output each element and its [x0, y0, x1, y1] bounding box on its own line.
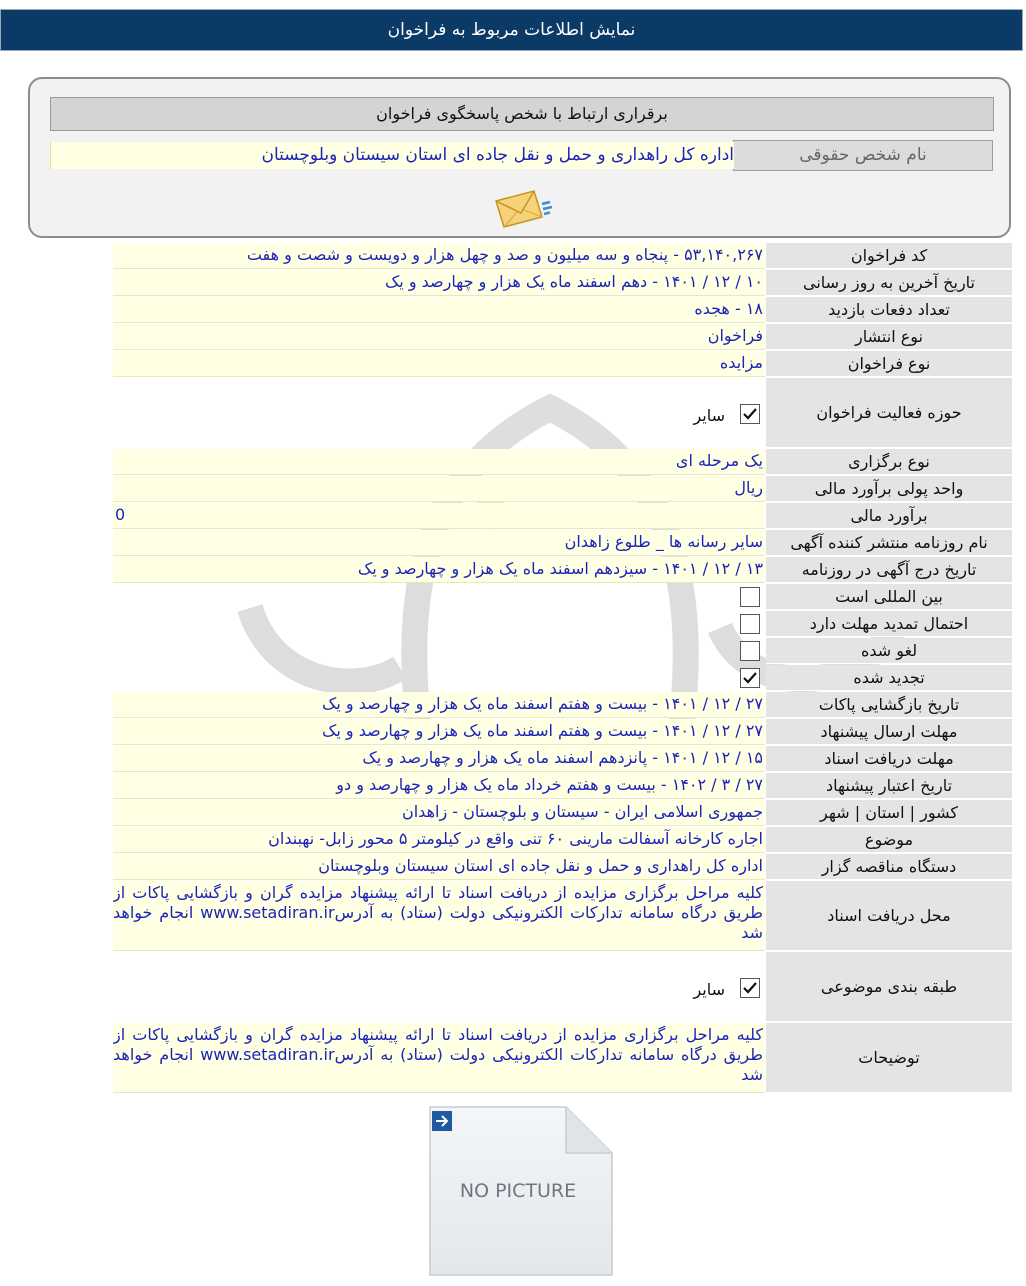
international-checkbox[interactable]: [740, 587, 760, 607]
value-doc-place: کلیه مراحل برگزاری مزایده از دریافت اسناد تا ارائه پیشنهاد مزایده گران و بازگشایی پاکات از طریق درگاه سامانه تدارکات الکترونیکی دولت (ستاد) به آدرسwww.setadiran.ir انجام خواهد شد: [113, 881, 765, 951]
label-submit-deadline: مهلت ارسال پیشنهاد: [766, 719, 1012, 745]
renewed-checkbox[interactable]: [740, 668, 760, 688]
row-last-update: [113, 270, 1012, 296]
row-description: [113, 1023, 1012, 1093]
value-location: جمهوری اسلامی ایران - سیستان و بلوچستان - زاهدان: [113, 800, 765, 826]
row-extension: [113, 611, 1012, 637]
row-estimate: [113, 503, 1012, 529]
cancelled-checkbox[interactable]: [740, 641, 760, 661]
value-newspaper: سایر رسانه ها _ طلوع زاهدان: [113, 530, 765, 556]
label-last-update: تاریخ آخرین به روز رسانی: [766, 270, 1012, 296]
legal-entity-value: اداره کل راهداری و حمل و نقل جاده ای استان سیستان وبلوچستان: [50, 142, 734, 169]
legal-entity-label: نام شخص حقوقی: [733, 140, 993, 171]
row-international: [113, 584, 1012, 610]
activity-option-label: سایر: [693, 406, 725, 425]
row-location: [113, 800, 1012, 826]
value-subject: اجاره کارخانه آسفالت مارینی ۶۰ تنی واقع در کیلومتر ۵ محور زابل- نهبندان: [113, 827, 765, 853]
label-description: توضیحات: [766, 1023, 1012, 1093]
no-picture-image: [426, 1105, 616, 1277]
label-currency: واحد پولی برآورد مالی: [766, 476, 1012, 502]
no-picture-text: NO PICTURE: [459, 1180, 577, 1202]
value-publish-type: فراخوان: [113, 324, 765, 350]
row-call-code: [113, 243, 1012, 269]
activity-checkbox[interactable]: [740, 404, 760, 424]
extension-checkbox[interactable]: [740, 614, 760, 634]
contact-title: برقراری ارتباط با شخص پاسخگوی فراخوان: [50, 97, 994, 131]
value-estimate: 0: [113, 503, 765, 529]
row-category: [113, 952, 1012, 1022]
row-visits: [113, 297, 1012, 323]
page-title: نمایش اطلاعات مربوط به فراخوان: [0, 9, 1023, 51]
label-publish-type: نوع انتشار: [766, 324, 1012, 350]
row-renewed: [113, 665, 1012, 691]
label-activity-area: حوزه فعالیت فراخوان: [766, 378, 1012, 448]
value-doc-deadline: ۱۵ / ۱۲ / ۱۴۰۱ - پانزدهم اسفند ماه یک هزار و چهارصد و یک: [113, 746, 765, 772]
row-cancelled: [113, 638, 1012, 664]
value-call-code: ۵۳,۱۴۰,۲۶۷ - پنجاه و سه میلیون و صد و چهل هزار و دویست و شصت و هفت: [113, 243, 765, 269]
value-call-type: مزایده: [113, 351, 765, 377]
value-ad-date: ۱۳ / ۱۲ / ۱۴۰۱ - سیزدهم اسفند ماه یک هزار و چهارصد و یک: [113, 557, 765, 583]
value-opening-date: ۲۷ / ۱۲ / ۱۴۰۱ - بیست و هفتم اسفند ماه یک هزار و چهارصد و یک: [113, 692, 765, 718]
label-renewed: تجدید شده: [766, 665, 1012, 691]
value-submit-deadline: ۲۷ / ۱۲ / ۱۴۰۱ - بیست و هفتم اسفند ماه یک هزار و چهارصد و یک: [113, 719, 765, 745]
row-call-type: [113, 351, 1012, 377]
label-opening-date: تاریخ بازگشایی پاکات: [766, 692, 1012, 718]
label-call-type: نوع فراخوان: [766, 351, 1012, 377]
row-newspaper: [113, 530, 1012, 556]
row-doc-deadline: [113, 746, 1012, 772]
label-holding-type: نوع برگزاری: [766, 449, 1012, 475]
label-call-code: کد فراخوان: [766, 243, 1012, 269]
row-subject: [113, 827, 1012, 853]
label-subject: موضوع: [766, 827, 1012, 853]
row-submit-deadline: [113, 719, 1012, 745]
row-ad-date: [113, 557, 1012, 583]
row-activity-area: [113, 378, 1012, 448]
category-option-label: سایر: [693, 980, 725, 999]
value-organizer: اداره کل راهداری و حمل و نقل جاده ای استان سیستان وبلوچستان: [113, 854, 765, 880]
value-visits: ۱۸ - هجده: [113, 297, 765, 323]
label-visits: تعداد دفعات بازدید: [766, 297, 1012, 323]
label-organizer: دستگاه مناقصه گزار: [766, 854, 1012, 880]
label-estimate: برآورد مالی: [766, 503, 1012, 529]
label-international: بین المللی است: [766, 584, 1012, 610]
label-extension: احتمال تمدید مهلت دارد: [766, 611, 1012, 637]
category-checkbox[interactable]: [740, 978, 760, 998]
value-validity: ۲۷ / ۳ / ۱۴۰۲ - بیست و هفتم خرداد ماه یک هزار و چهارصد و دو: [113, 773, 765, 799]
contact-panel: [28, 77, 1011, 238]
value-last-update: ۱۰ / ۱۲ / ۱۴۰۱ - دهم اسفند ماه یک هزار و چهارصد و یک: [113, 270, 765, 296]
label-validity: تاریخ اعتبار پیشنهاد: [766, 773, 1012, 799]
value-holding-type: یک مرحله ای: [113, 449, 765, 475]
label-category: طبقه بندی موضوعی: [766, 952, 1012, 1022]
envelope-icon[interactable]: [490, 183, 558, 231]
row-validity: [113, 773, 1012, 799]
label-ad-date: تاریخ درج آگهی در روزنامه: [766, 557, 1012, 583]
row-holding-type: [113, 449, 1012, 475]
label-doc-place: محل دریافت اسناد: [766, 881, 1012, 951]
row-opening-date: [113, 692, 1012, 718]
value-currency: ریال: [113, 476, 765, 502]
row-doc-place: [113, 881, 1012, 951]
label-newspaper: نام روزنامه منتشر کننده آگهی: [766, 530, 1012, 556]
row-publish-type: [113, 324, 1012, 350]
label-doc-deadline: مهلت دریافت اسناد: [766, 746, 1012, 772]
label-location: کشور | استان | شهر: [766, 800, 1012, 826]
value-description: کلیه مراحل برگزاری مزایده از دریافت اسناد تا ارائه پیشنهاد مزایده گران و بازگشایی پاکات از طریق درگاه سامانه تدارکات الکترونیکی دولت (ستاد) به آدرسwww.setadiran.ir انجام خواهد شد: [113, 1023, 765, 1093]
row-currency: [113, 476, 1012, 502]
label-cancelled: لغو شده: [766, 638, 1012, 664]
row-organizer: [113, 854, 1012, 880]
